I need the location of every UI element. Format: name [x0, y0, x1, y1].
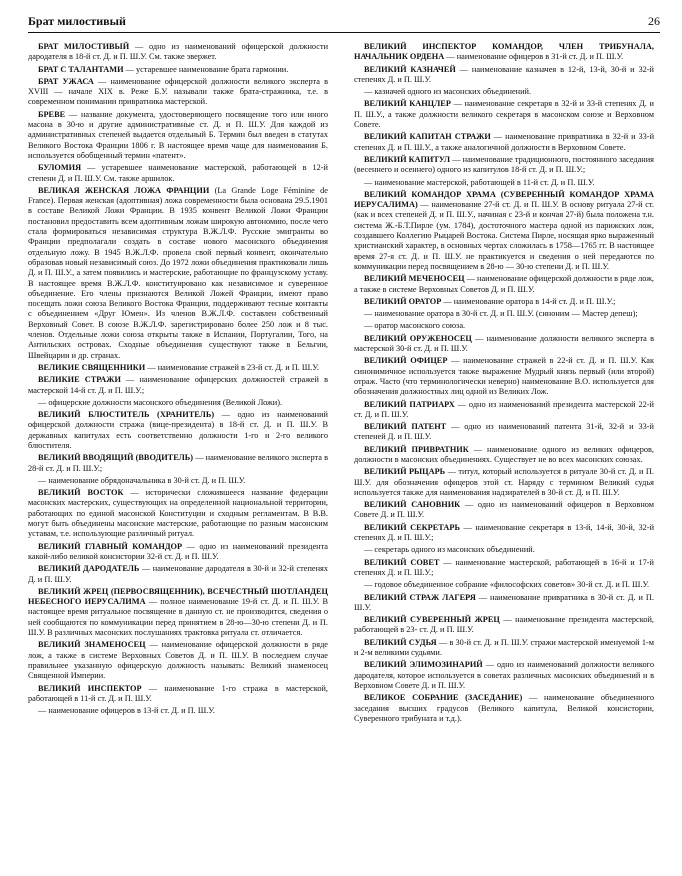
left-column: [28, 42, 328, 718]
entry-subsense: — оратор масонского союза.: [364, 321, 466, 331]
page-number: 26: [648, 14, 660, 28]
entry-definition: — наименование 27-й ст. Д. и П. Ш.У. В основу ритуала 27-й ст. (как и всех степеней Д. и П. Ш.У., начиная с 23-й и кончая 27-й) была положена т.н. система Ж.-Б.Т.Пирле (ум. 1784), достоточного мастера одной из парижских лож, создавшего Коллегию Рыцарей Востока. Система Пирле, носящая ярко выраженный христианский характер, в основных чертах сложилась в 1758—1765 гг. В настоящее время 27-я ст. Д. и П. Ш.У. не практикуется и сведения о ней передаются по коммуникации перед посвящением в 28-ю — 30-ю степени Д. и П. Ш.У.: [354, 200, 654, 271]
entry-definition: — наименование офицеров в 31-й ст. Д. и П. Ш.У.: [444, 52, 624, 62]
dictionary-entry: [28, 587, 328, 638]
entry-definition: — в 30-й ст. Д. и П. Ш.У. стражи мастерской именуемой 1-м и 2-м великими судьями.: [354, 637, 654, 658]
dictionary-entry: [28, 410, 328, 451]
entry-term: ВЕЛИКИЙ КАЗНАЧЕЙ: [364, 64, 456, 74]
entry-subsense: — годовое объединенное собрание «философских советов» 30-й ст. Д. и П. Ш.У.: [364, 580, 650, 590]
entry-definition: — наименование стражей в 22-й ст. Д. и П. Ш.У. Как синонимичное используется также выражение Мудрый князь первый (или второй) отраж. Часто (что терминологически неверно) наименование В.О. используется для обозначения должностных лиц одной из Великих Лож.: [354, 356, 654, 397]
entry-term: ВЕЛИКАЯ ЖЕНСКАЯ ЛОЖА ФРАНЦИИ: [38, 185, 210, 195]
dictionary-entry: [354, 297, 654, 307]
entry-term: ВЕЛИКИЙ ЗНАМЕНОСЕЦ: [38, 640, 146, 650]
dictionary-entry: [354, 558, 654, 579]
entry-definition: — одно из наименований должности великого дародателя, которое используется в советах различных масонских объединений и в Верховном Совете Д. и П. Ш.У.: [354, 660, 654, 690]
dictionary-entry: [354, 593, 654, 614]
entry-definition: — одно из наименований патента 31-й, 32-й и 33-й степеней Д. и П. Ш.У.: [354, 422, 654, 442]
entry-definition: — наименование мастерской, работающей в 16-й и 17-й степенях Д. и П. Ш.У.;: [354, 557, 655, 577]
entry-term: БРАТ УЖАСА: [38, 76, 94, 86]
entry-definition: — наименование офицерской должности в ряде лож, а также в системе Верховных Советов Д. и П. Ш.У.: [354, 274, 655, 294]
entry-subsense: — наименование оратора в 30-й ст. Д. и П. Ш.У. (синоним — Мастер депеш);: [364, 309, 638, 319]
entry-subsense: — офицерские должности масонского объединения (Великой Ложи).: [38, 397, 283, 407]
dictionary-entry: [354, 638, 654, 659]
entry-definition: — наименование оратора в 14-й ст. Д. и П. Ш.У.;: [441, 296, 616, 306]
entry-term: ВЕЛИКИЙ ПАТЕНТ: [364, 422, 447, 432]
dictionary-entry: [354, 422, 654, 443]
dictionary-entry: [354, 274, 654, 295]
entry-term: ВЕЛИКИЙ ПРИВРАТНИК: [364, 444, 469, 454]
dictionary-entry: [28, 363, 328, 373]
entry-subsense: — казначей одного из масонских объединений.: [364, 87, 532, 97]
dictionary-entry: [354, 693, 654, 724]
entry-definition: — исторически сложившееся название федерации масонских мастерских, существующих на определенной национальной территории, работающих по единой масонской Конституции и сходным регламентам. В В.В. могут быть объединены масонские мастерские, работающие по разным масонским уставам, т.е. использующие различный ритуал.: [28, 488, 328, 539]
entry-term: ВЕЛИКИЙ ОРУЖЕНОСЕЦ: [364, 333, 472, 343]
dictionary-entry: [354, 615, 654, 636]
entry-term: ВЕЛИКИЙ ИНСПЕКТОР КОМАНДОР, ЧЛЕН ТРИБУНАЛА, НАЧАЛЬНИК ОРДЕНА: [354, 42, 654, 62]
entry-definition: — полное наименование 19-й ст. Д. и П. Ш.У. В настоящее время ритуальное посвящение в данную ст. не производится, сведения о ней сообщаются по коммуникации перед принятием в 28-ю—30-ю степени Д. и П. Ш.У. В различных масонских послушаниях трактовка ритуала ст. отличается.: [28, 597, 328, 638]
entry-subsense: — наименование мастерской, работающей в 11-й ст. Д. и П. Ш.У.: [364, 177, 595, 187]
dictionary-entry: [28, 488, 328, 539]
entry-term: ВЕЛИКИЙ ОРАТОР: [364, 296, 442, 306]
entry-definition: — наименование дародателя в 30-й и 32-й степенях Д. и П. Ш.У.: [28, 564, 328, 584]
dictionary-entry: [354, 467, 654, 498]
entry-subsense: — секретарь одного из масонских объединений.: [364, 545, 535, 555]
dictionary-entry: [28, 542, 328, 563]
entry-definition: — наименование 1-го стража в мастерской, работающей в 11-й ст. Д. и П. Ш.У.: [28, 683, 328, 703]
dictionary-entry: [28, 186, 328, 361]
dictionary-entry: [354, 65, 654, 86]
entry-subsense: — наименование обрядоначальника в 30-й ст. Д. и П. Ш.У.: [38, 475, 246, 485]
entry-definition: — одно из наименований офицерской должности дародателя в 18-й ст. Д. и П. Ш.У. См. также эвержет.: [28, 42, 329, 62]
dictionary-entry: [28, 684, 328, 705]
entry-definition: — одно из наименований офицеров в Верховном Совете Д. и П. Ш.У.: [354, 500, 654, 520]
dictionary-entry: [28, 77, 328, 108]
entry-term: ВЕЛИКИЙ ОФИЦЕР: [364, 356, 448, 366]
page-header: [28, 14, 660, 33]
dictionary-entry: [354, 99, 654, 130]
entry-definition: — наименование стражей в 23-й ст. Д. и П. Ш.У.: [145, 362, 319, 372]
entry-term: ВЕЛИКИЙ БЛЮСТИТЕЛЬ (ХРАНИТЕЛЬ): [38, 410, 215, 420]
dictionary-entry: [28, 564, 328, 585]
entry-definition: — одно из наименований офицерской должности стража (вице-президента) в 18-й ст. Д. и П. Ш.У. В державных капитулах есть соответственно должности 1-го и 2-го великого блюстителя.: [28, 410, 328, 450]
entry-definition: — наименование офицерских должностей стражей в мастерской 14-й ст. Д. и П. Ш.У.;: [28, 375, 328, 395]
entry-definition: — наименование привратника в 30-й ст. Д. и П. Ш.У.: [354, 592, 654, 612]
entry-term: ВЕЛИКИЙ МЕЧЕНОСЕЦ: [364, 274, 465, 284]
entry-definition: — одно из наименований президента какой-либо великой консистории 32-й ст. Д. и П. Ш.У.: [28, 541, 328, 561]
dictionary-entry: [354, 132, 654, 153]
dictionary-entry: [354, 400, 654, 421]
entry-term: ВЕЛИКИЙ ГЛАВНЫЙ КОМАНДОР: [38, 541, 183, 551]
entry-term: ВЕЛИКОЕ СОБРАНИЕ (ЗАСЕДАНИЕ): [364, 693, 523, 703]
entry-term: ВЕЛИКИЙ ВВОДЯЩИЙ (ВВОДИТЕЛЬ): [38, 453, 194, 463]
entry-term: ВЕЛИКИЙ ЖРЕЦ (ПЕРВОСВЯЩЕННИК), ВСЕЧЕСТНЫЙ ШОТЛАНДЕЦ НЕБЕСНОГО ИЕРУСАЛИМА: [28, 586, 328, 607]
entry-definition: — наименование объединенного заседания высших градусов (Великого капитула, Великой консистории, Суверенного трибуната и т.д.).: [354, 693, 655, 723]
dictionary-entry: [28, 453, 328, 474]
entry-term: ВЕЛИКИЙ КАНЦЛЕР: [364, 99, 451, 109]
entry-definition: — одно из наименований президента мастерской 22-й ст. Д. и П. Ш.У.: [354, 399, 654, 419]
dictionary-entry: [354, 445, 654, 466]
dictionary-entry: [28, 110, 328, 161]
dictionary-entry: [354, 660, 654, 691]
entry-term: ВЕЛИКИЙ ДАРОДАТЕЛЬ: [38, 564, 140, 574]
right-column: [354, 42, 654, 726]
entry-term: ВЕЛИКИЙ САНОВНИК: [364, 500, 461, 510]
dictionary-entry: [354, 190, 654, 272]
entry-subsense: — наименование офицеров в 13-й ст. Д. и П. Ш.У.: [38, 706, 215, 716]
dictionary-entry: [354, 155, 654, 176]
entry-definition: — устаревшее наименование брата гармонии.: [123, 64, 289, 74]
dictionary-entry: [28, 163, 328, 184]
entry-term: БУЛОМИЯ: [38, 163, 82, 173]
entry-definition: — наименование казначея в 12-й, 13-й, 30-й и 32-й степенях Д. и П. Ш.У.: [354, 64, 654, 84]
entry-definition: — устаревшее наименование мастерской, работающей в 12-й степени Д. и П. Ш.У. См. также аршилок.: [28, 163, 328, 183]
dictionary-entry: [354, 523, 654, 544]
dictionary-entry: [28, 65, 328, 75]
entry-definition: — наименование офицерской должности в ряде лож, а также в системе Верховных Советов Д. и П. Ш.У. В последнем случае правильнее указанную офицерскую должность называть: Великий знаменосец Священной Империи.: [28, 640, 328, 681]
entry-term: ВЕЛИКИЙ СЕКРЕТАРЬ: [364, 522, 460, 532]
entry-definition: — наименование привратника в 32-й и 33-й степенях Д. и П. Ш.У., а также аналогичной должности в Верховном Совете.: [354, 132, 655, 152]
entry-definition: — наименование секретаря в 32-й и 33-й степенях Д. и П. Ш.У., а также должности великого секретаря в масонском союзе и Верховном Совете.: [354, 99, 654, 130]
entry-term: ВЕЛИКИЙ РЫЦАРЬ: [364, 467, 446, 477]
entry-definition: — наименование одного из великих офицеров, должности в масонских объединениях. Существует не во всех масонских союзах.: [354, 444, 655, 464]
entry-term: ВЕЛИКИЙ СОВЕТ: [364, 557, 440, 567]
entry-term: БРАТ МИЛОСТИВЫЙ: [38, 42, 130, 51]
entry-definition: — название документа, удостоверяющего посвящение того или иного масона в 30-ю и другие административные ст. Д. и П. Ш.У. Для каждой из административных степеней выдается отдельный Б. Термин был введен в статутах Великого Востока Франции 1806 г. В настоящее время чаще для наименования Б. используется обобщенный термин «патент».: [28, 109, 328, 160]
entry-term: ВЕЛИКИЙ КАПИТУЛ: [364, 154, 451, 164]
entry-definition: — наименование традиционного, постоянного заседания (весеннего и осеннего) одного из капитулов 18-й ст. Д. и П. Ш.У.;: [354, 154, 654, 175]
entry-term: ВЕЛИКИЙ КОМАНДОР ХРАМА (СУВЕРЕННЫЙ КОМАНДОР ХРАМА ИЕРУСАЛИМА): [354, 189, 654, 210]
dictionary-entry: [354, 334, 654, 355]
entry-term: ВЕЛИКИЕ СТРАЖИ: [38, 375, 121, 385]
entry-term: ВЕЛИКИЙ ПАТРИАРХ: [364, 399, 455, 409]
dictionary-entry: [28, 375, 328, 396]
dictionary-entry: [354, 42, 654, 63]
entry-term: ВЕЛИКИЙ ЭЛИМОЗИНАРИЙ: [364, 660, 483, 670]
entry-term: ВЕЛИКИЕ СВЯЩЕННИКИ: [38, 362, 146, 372]
entry-term: ВЕЛИКИЙ СУВЕРЕННЫЙ ЖРЕЦ: [364, 615, 500, 625]
entry-term: ВЕЛИКИЙ СТРАЖ ЛАГЕРЯ: [364, 592, 476, 602]
entry-definition: (La Grande Loge Féminine de France). Первая женская (адоптивная) ложа современности была основана 29.5.1901 в составе Великой Ложи Франции. В 1935 конвент Великой Ложи Франции постановил предоставить всем адоптивным ложам широкую автономию, после чего стала формироваться независимая структура В.Ж.Л.Ф. Русские эмигранты во Франции предполагали создать в составе нового масонского объединения отдельную ложу. В 1945 В.Ж.Л.Ф. провела свой первый конвент, окончательно образовав новый независимый союз. До 1972 ложи объединения практиковали лишь Д. и П. Ш.У., а затем появились и мастерские, работающие по французскому уставу. В настоящее время В.Ж.Л.Ф. конституировано как независимое и суверенное объединение. Его члены признаются Великой Ложей Франции, имеют право посещать ложи союза Великого Востока Франции, поддерживают тесные контакты с объединением «Друг Юмен». Из членов В.Ж.Л.Ф. составлен собственный Верховный Совет. В союзе В.Ж.Л.Ф. зарегистрировано более 250 лож и 8 тыс. членов. Отдельные ложи союза открыты также в Испании, Португалии, Того, на Антильских островах. Сходные объединения существуют также в Бельгии, Швейцарии и др. странах.: [28, 185, 328, 360]
entry-term: ВЕЛИКИЙ ВОСТОК: [38, 488, 124, 498]
entry-definition: — титул, который используется в ритуале 30-й ст. Д. и П. Ш.У. для обозначения офицеров этой ст. Наряду с термином Великий судья используется также для наименования надзирателей в 30-й ст. Д. и П. Ш.У.: [354, 467, 654, 497]
entry-term: БРЕВЕ: [38, 109, 66, 119]
running-title: Брат милостивый: [28, 14, 126, 28]
entry-term: БРАТ С ТАЛАНТАМИ: [38, 64, 124, 74]
dictionary-entry: [28, 640, 328, 681]
entry-term: ВЕЛИКИЙ КАПИТАН СТРАЖИ: [364, 132, 491, 142]
entry-term: ВЕЛИКИЙ СУДЬЯ: [364, 637, 437, 647]
dictionary-entry: [354, 500, 654, 521]
dictionary-entry: [354, 356, 654, 397]
entry-definition: — наименование президента мастерской, работающей в 23- ст. Д. и П. Ш.У.: [354, 615, 655, 635]
entry-term: ВЕЛИКИЙ ИНСПЕКТОР: [38, 683, 142, 693]
entry-definition: — наименование должности великого эксперта в мастерской 30-й ст. Д. и П. Ш.У.: [354, 333, 654, 354]
entry-definition: — наименование офицерской должности великого эксперта в XVIII — начале XIX в. Реже Б.У. называли также брата-стражника, т.е. в современном понимании привратника мастерской.: [28, 76, 328, 107]
dictionary-entry: [28, 42, 328, 63]
entry-definition: — наименование секретаря в 13-й, 14-й, 30-й, 32-й степенях Д. и П. Ш.У.;: [354, 522, 655, 543]
entry-definition: — наименование великого эксперта в 28-й ст. Д. и П. Ш.У.;: [28, 453, 328, 473]
